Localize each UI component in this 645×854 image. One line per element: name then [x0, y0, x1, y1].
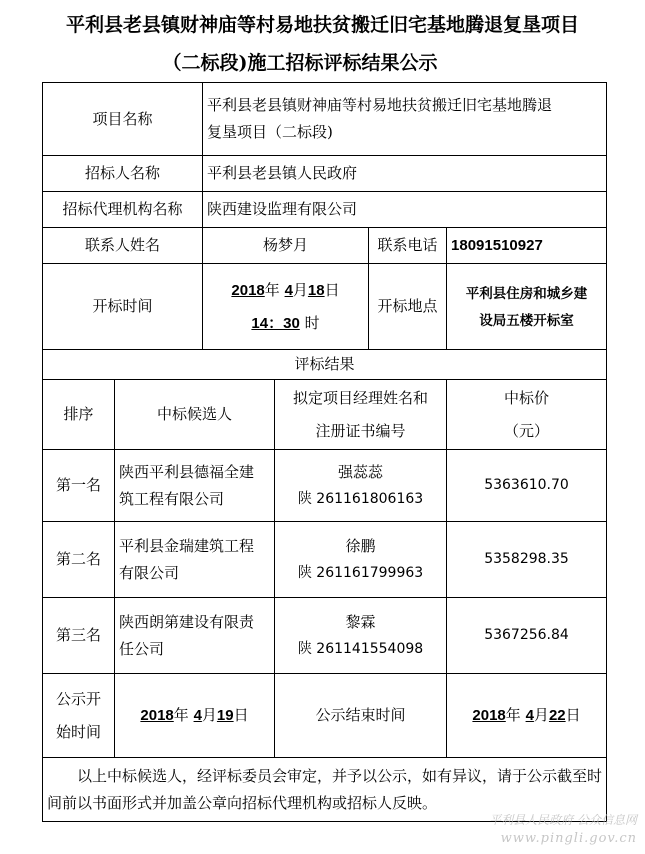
company-line-2: 筑工程有限公司	[119, 489, 225, 508]
col-price-header	[447, 380, 607, 450]
end-month: 4	[525, 707, 534, 724]
col-manager-header	[275, 380, 447, 450]
row-publicity	[43, 674, 607, 758]
col-manager-header-line-1: 拟定项目经理姓名和	[293, 388, 429, 407]
publicity-end-label: 公示结束时间	[275, 674, 447, 758]
end-year: 2018	[472, 707, 506, 724]
end-year-unit: 年	[505, 706, 521, 724]
col-candidate-header: 中标候选人	[115, 380, 275, 450]
company-cell	[115, 522, 275, 598]
col-price-header-line-1: 中标价	[504, 388, 550, 407]
start-year-unit: 年	[173, 706, 189, 724]
company-line-2: 任公司	[119, 639, 165, 658]
company-line-1: 平利县金瑞建筑工程	[119, 536, 255, 555]
notice-text: 以上中标候选人，经评标委员会审定，并予以公示，如有异议，请于公示截至时间前以书面形式并加盖公章向招标代理机构或招标人反映。	[43, 758, 607, 822]
col-rank-header: 排序	[43, 380, 115, 450]
contact-label: 联系人姓名	[43, 228, 203, 264]
row-column-headers	[43, 380, 607, 450]
price-cell: 5363610.70	[447, 450, 607, 522]
manager-cell	[275, 598, 447, 674]
publicity-start-label-line-2: 始时间	[55, 722, 101, 741]
start-day-unit: 日	[233, 706, 249, 724]
end-month-unit: 月	[533, 706, 549, 724]
manager-name: 强蕊蕊	[338, 462, 384, 481]
agency-label: 招标代理机构名称	[43, 192, 203, 228]
tenderer-label: 招标人名称	[43, 156, 203, 192]
open-time-label: 开标时间	[43, 264, 203, 350]
table-row	[43, 598, 607, 674]
phone-label: 联系电话	[369, 228, 447, 264]
publicity-start-label-line-1: 公示开	[55, 689, 101, 708]
manager-cert: 陕 261161806163	[297, 490, 424, 507]
open-day: 18	[307, 281, 325, 299]
price-cell: 5358298.35	[447, 522, 607, 598]
company-line-1: 陕西平利县德福全建	[119, 462, 255, 481]
open-place-line-1: 平利县住房和城乡建	[465, 285, 588, 301]
price-cell: 5367256.84	[447, 598, 607, 674]
agency-value: 陕西建设监理有限公司	[203, 192, 607, 228]
table-row	[43, 522, 607, 598]
rank-cell: 第二名	[43, 522, 115, 598]
manager-cert: 陕 261141554098	[297, 640, 424, 657]
project-name-cell	[203, 83, 607, 156]
phone-value: 18091510927	[447, 228, 607, 264]
publicity-start-label	[43, 674, 115, 758]
open-place-line-2: 设局五楼开标室	[479, 312, 574, 328]
rank-cell: 第三名	[43, 598, 115, 674]
bid-result-table	[42, 82, 607, 822]
company-cell	[115, 450, 275, 522]
manager-name: 徐鹏	[345, 536, 376, 555]
row-opening	[43, 264, 607, 350]
company-line-1: 陕西朗第建设有限责	[119, 612, 255, 631]
title-line-2: （二标段)施工招标评标结果公示	[162, 52, 438, 74]
company-cell	[115, 598, 275, 674]
open-time-value	[203, 264, 369, 350]
open-clock-value: 14：30	[251, 314, 300, 332]
contact-value: 杨梦月	[203, 228, 369, 264]
open-day-unit: 日	[324, 280, 340, 299]
manager-cell	[275, 450, 447, 522]
open-place-label: 开标地点	[369, 264, 447, 350]
col-price-header-line-2: （元）	[504, 421, 550, 440]
row-tenderer	[43, 156, 607, 192]
end-day: 22	[548, 707, 566, 724]
title-line-1: 平利县老县镇财神庙等村易地扶贫搬迁旧宅基地腾退复垦项目	[65, 14, 579, 36]
watermark-line-2: www.pingli.gov.cn	[500, 831, 637, 846]
open-month: 4	[284, 281, 293, 299]
project-name-line-1: 平利县老县镇财神庙等村易地扶贫搬迁旧宅基地腾退	[207, 96, 553, 114]
company-line-2: 有限公司	[119, 563, 180, 582]
open-clock	[207, 310, 364, 337]
open-year: 2018	[231, 281, 265, 299]
results-section-label: 评标结果	[43, 350, 607, 380]
publicity-end-value	[447, 674, 607, 758]
end-day-unit: 日	[565, 706, 581, 724]
manager-name: 黎霖	[345, 612, 376, 631]
open-date	[207, 277, 364, 304]
publicity-start-value	[115, 674, 275, 758]
manager-cell	[275, 522, 447, 598]
open-year-unit: 年	[264, 280, 280, 299]
row-project-name	[43, 83, 607, 156]
start-month-unit: 月	[201, 706, 217, 724]
manager-cert: 陕 261161799963	[297, 564, 424, 581]
table-row	[43, 450, 607, 522]
start-year: 2018	[140, 707, 174, 724]
row-results-header	[43, 350, 607, 380]
open-month-unit: 月	[292, 280, 308, 299]
project-name-label: 项目名称	[43, 83, 203, 156]
tenderer-value: 平利县老县镇人民政府	[203, 156, 607, 192]
project-name-line-2: 复垦项目（二标段)	[207, 123, 333, 141]
row-contact	[43, 228, 607, 264]
col-manager-header-line-2: 注册证书编号	[315, 421, 406, 440]
start-day: 19	[216, 707, 234, 724]
watermark-line-1: 平利县人民政府 公众信息网	[489, 813, 637, 827]
start-month: 4	[193, 707, 202, 724]
open-place-value	[447, 264, 607, 350]
row-agency	[43, 192, 607, 228]
rank-cell: 第一名	[43, 450, 115, 522]
open-clock-unit: 时	[304, 313, 320, 332]
